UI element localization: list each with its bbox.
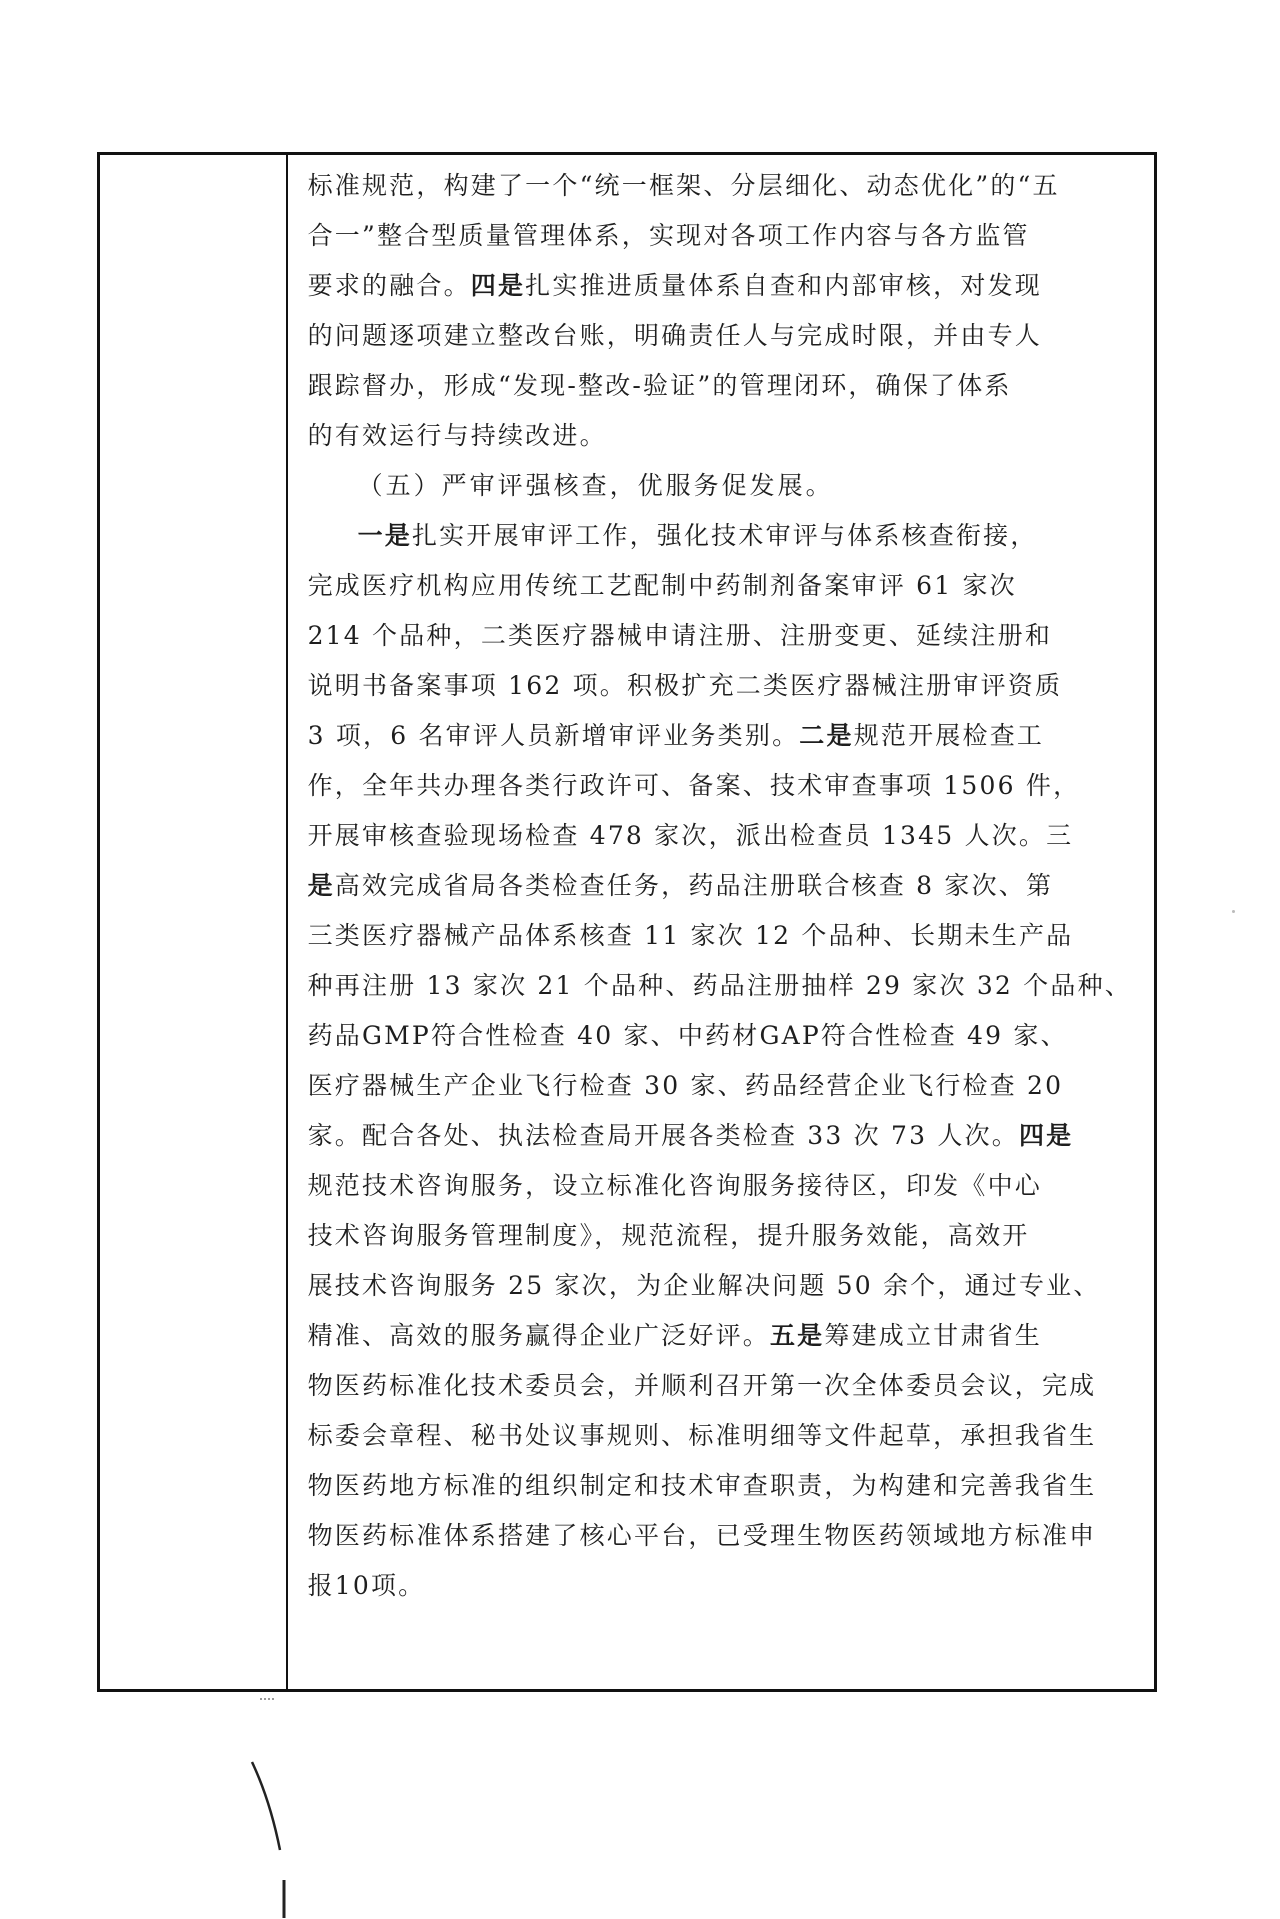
paragraph-line: 精准、高效的服务赢得企业广泛好评。五是筹建成立甘肃省生 bbox=[307, 1321, 1042, 1350]
paragraph-line: 药品GMP符合性检查 40 家、中药材GAP符合性检查 49 家、 bbox=[307, 1021, 1068, 1050]
paragraph-line: 3 项，6 名审评人员新增审评业务类别。二是规范开展检查工 bbox=[307, 721, 1045, 750]
paragraph-line: 标准规范，构建了一个“统一框架、分层细化、动态优化”的“五 bbox=[307, 171, 1060, 200]
paragraph-line: 要求的融合。四是扎实推进质量体系自查和内部审核，对发现 bbox=[307, 271, 1042, 300]
paragraph-line: 跟踪督办，形成“发现-整改-验证”的管理闭环，确保了体系 bbox=[307, 371, 1012, 400]
paragraph-line: 开展审核查验现场检查 478 家次，派出检查员 1345 人次。三 bbox=[307, 821, 1074, 850]
section-heading: （五）严审评强核查，优服务促发展。 bbox=[357, 471, 834, 500]
content-column bbox=[288, 155, 1154, 1689]
paragraph-line: 标委会章程、秘书处议事规则、标准明细等文件起草，承担我省生 bbox=[307, 1421, 1097, 1450]
paragraph-line: 是高效完成省局各类检查任务，药品注册联合核查 8 家次、第 bbox=[307, 871, 1054, 900]
paragraph-line: 种再注册 13 家次 21 个品种、药品注册抽样 29 家次 32 个品种、 bbox=[307, 971, 1132, 1000]
paragraph-line: 物医药标准化技术委员会，并顺利召开第一次全体委员会议，完成 bbox=[307, 1371, 1097, 1400]
paragraph-line: 的问题逐项建立整改台账，明确责任人与完成时限，并由专人 bbox=[307, 321, 1042, 350]
paragraph-line: 家。配合各处、执法检查局开展各类检查 33 次 73 人次。四是 bbox=[307, 1121, 1074, 1150]
paragraph-line: 物医药标准体系搭建了核心平台，已受理生物医药领域地方标准申 bbox=[307, 1521, 1097, 1550]
pen-mark bbox=[250, 1760, 290, 1919]
paragraph-line: 规范技术咨询服务，设立标准化咨询服务接待区，印发《中心 bbox=[307, 1171, 1042, 1200]
scan-dot bbox=[1232, 910, 1235, 913]
paragraph-line: 技术咨询服务管理制度》，规范流程，提升服务效能，高效开 bbox=[307, 1221, 1030, 1250]
bold-lead: 四是 bbox=[1018, 1121, 1074, 1150]
paragraph-line: 合一”整合型质量管理体系，实现对各项工作内容与各方监管 bbox=[307, 221, 1030, 250]
paragraph-line: 的有效运行与持续改进。 bbox=[307, 421, 607, 450]
paragraph-line: 一是扎实开展审评工作，强化技术审评与体系核查衔接， bbox=[357, 521, 1038, 550]
paragraph-line: 报10项。 bbox=[307, 1571, 426, 1600]
bold-lead: 五是 bbox=[769, 1321, 825, 1350]
bold-lead: 二是 bbox=[799, 721, 854, 750]
paragraph-line: 214 个品种，二类医疗器械申请注册、注册变更、延续注册和 bbox=[307, 621, 1053, 650]
bold-lead: 四是 bbox=[470, 271, 526, 300]
paragraph-line: 医疗器械生产企业飞行检查 30 家、药品经营企业飞行检查 20 bbox=[307, 1071, 1064, 1100]
form-table bbox=[97, 152, 1157, 1692]
paragraph-line: 展技术咨询服务 25 家次，为企业解决问题 50 余个，通过专业、 bbox=[307, 1271, 1101, 1300]
bold-lead: 是 bbox=[307, 871, 335, 900]
paragraph-line: 作，全年共办理各类行政许可、备案、技术审查事项 1506 件， bbox=[307, 771, 1081, 800]
paragraph-line: 完成医疗机构应用传统工艺配制中药制剂备案审评 61 家次 bbox=[307, 571, 1017, 600]
paragraph-line: 物医药地方标准的组织制定和技术审查职责，为构建和完善我省生 bbox=[307, 1471, 1097, 1500]
bold-lead: 一是 bbox=[357, 521, 412, 550]
label-column bbox=[100, 155, 288, 1689]
paragraph-line: 说明书备案事项 162 项。积极扩充二类医疗器械注册审评资质 bbox=[307, 671, 1063, 700]
scan-speck bbox=[260, 1698, 274, 1703]
paragraph-line: 三类医疗器械产品体系核查 11 家次 12 个品种、长期未生产品 bbox=[307, 921, 1074, 950]
